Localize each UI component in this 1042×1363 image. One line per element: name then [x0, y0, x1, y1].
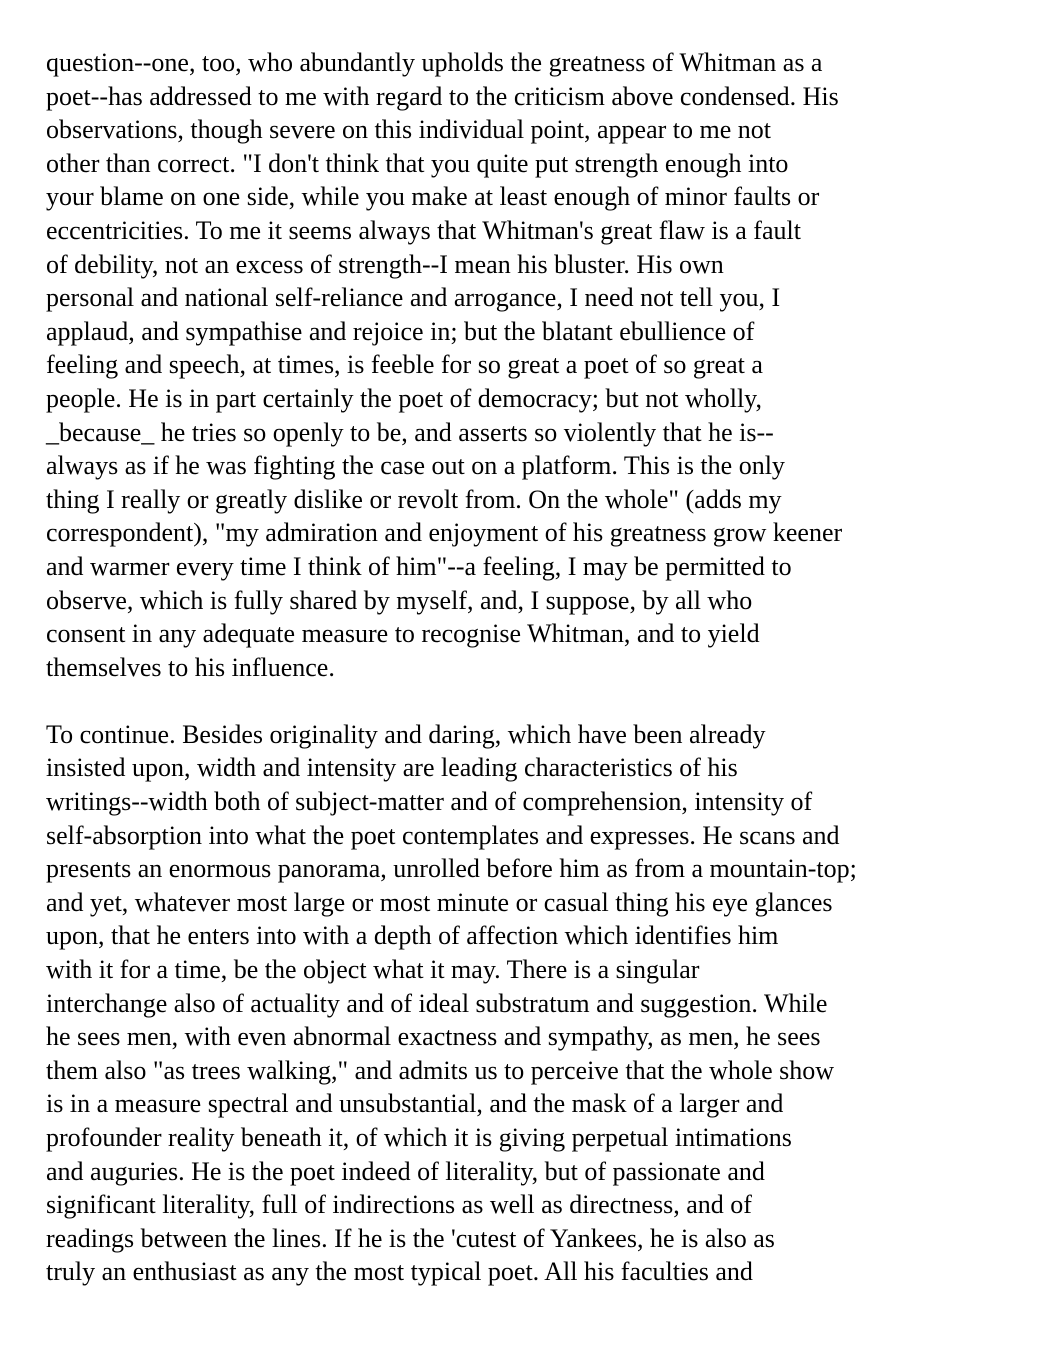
paragraph-spacer	[46, 684, 1006, 718]
paragraph-1	[46, 46, 1006, 684]
text-line: is in a measure spectral and unsubstantial, and the mask of a larger and	[46, 1089, 784, 1119]
text-line: themselves to his influence.	[46, 652, 335, 682]
text-line: observations, though severe on this individual point, appear to me not	[46, 115, 771, 145]
text-line: and warmer every time I think of him"--a feeling, I may be permitted to	[46, 551, 792, 581]
paragraph-2	[46, 718, 1006, 1289]
text-line: insisted upon, width and intensity are leading characteristics of his	[46, 753, 738, 783]
text-line: correspondent), "my admiration and enjoyment of his greatness grow keener	[46, 518, 843, 548]
text-line: question--one, too, who abundantly upholds the greatness of Whitman as a	[46, 48, 823, 77]
text-line: and auguries. He is the poet indeed of literality, but of passionate and	[46, 1156, 765, 1186]
text-line: people. He is in part certainly the poet of democracy; but not wholly,	[46, 383, 762, 413]
text-line: _because_ he tries so openly to be, and asserts so violently that he is--	[46, 417, 774, 447]
text-line: other than correct. "I don't think that you quite put strength enough into	[46, 148, 789, 178]
text-line: he sees men, with even abnormal exactness and sympathy, as men, he sees	[46, 1022, 821, 1052]
text-line: and yet, whatever most large or most minute or casual thing his eye glances	[46, 887, 833, 917]
text-line: profounder reality beneath it, of which it is giving perpetual intimations	[46, 1123, 792, 1152]
text-line: thing I really or greatly dislike or revolt from. On the whole" (adds my	[46, 484, 782, 514]
text-line: observe, which is fully shared by myself, and, I suppose, by all who	[46, 585, 753, 615]
text-line: with it for a time, be the object what it may. There is a singular	[46, 955, 700, 985]
text-line: significant literality, full of indirections as well as directness, and of	[46, 1190, 752, 1220]
text-line: your blame on one side, while you make at least enough of minor faults or	[46, 182, 820, 212]
text-line: readings between the lines. If he is the 'cutest of Yankees, he is also as	[46, 1223, 775, 1253]
text-line: upon, that he enters into with a depth of affection which identifies him	[46, 921, 779, 951]
document-page	[46, 46, 1006, 1289]
text-line: interchange also of actuality and of ideal substratum and suggestion. While	[46, 988, 828, 1018]
text-line: always as if he was fighting the case out on a platform. This is the only	[46, 451, 785, 481]
text-line: consent in any adequate measure to recognise Whitman, and to yield	[46, 619, 760, 649]
text-line: eccentricities. To me it seems always that Whitman's great flaw is a fault	[46, 215, 801, 245]
text-line: applaud, and sympathise and rejoice in; but the blatant ebullience of	[46, 316, 755, 346]
text-line: feeling and speech, at times, is feeble for so great a poet of so great a	[46, 350, 763, 380]
text-line: writings--width both of subject-matter and of comprehension, intensity of	[46, 787, 813, 817]
text-line: personal and national self-reliance and arrogance, I need not tell you, I	[46, 283, 781, 313]
text-line: them also "as trees walking," and admits us to perceive that the whole show	[46, 1055, 835, 1085]
text-line: To continue. Besides originality and daring, which have been already	[46, 719, 766, 749]
text-line: poet--has addressed to me with regard to the criticism above condensed. His	[46, 81, 839, 111]
text-line: of debility, not an excess of strength--I mean his bluster. His own	[46, 249, 724, 279]
text-line: self-absorption into what the poet contemplates and expresses. He scans and	[46, 820, 840, 850]
text-line: truly an enthusiast as any the most typical poet. All his faculties and	[46, 1257, 753, 1287]
text-line: presents an enormous panorama, unrolled before him as from a mountain-top;	[46, 854, 857, 884]
